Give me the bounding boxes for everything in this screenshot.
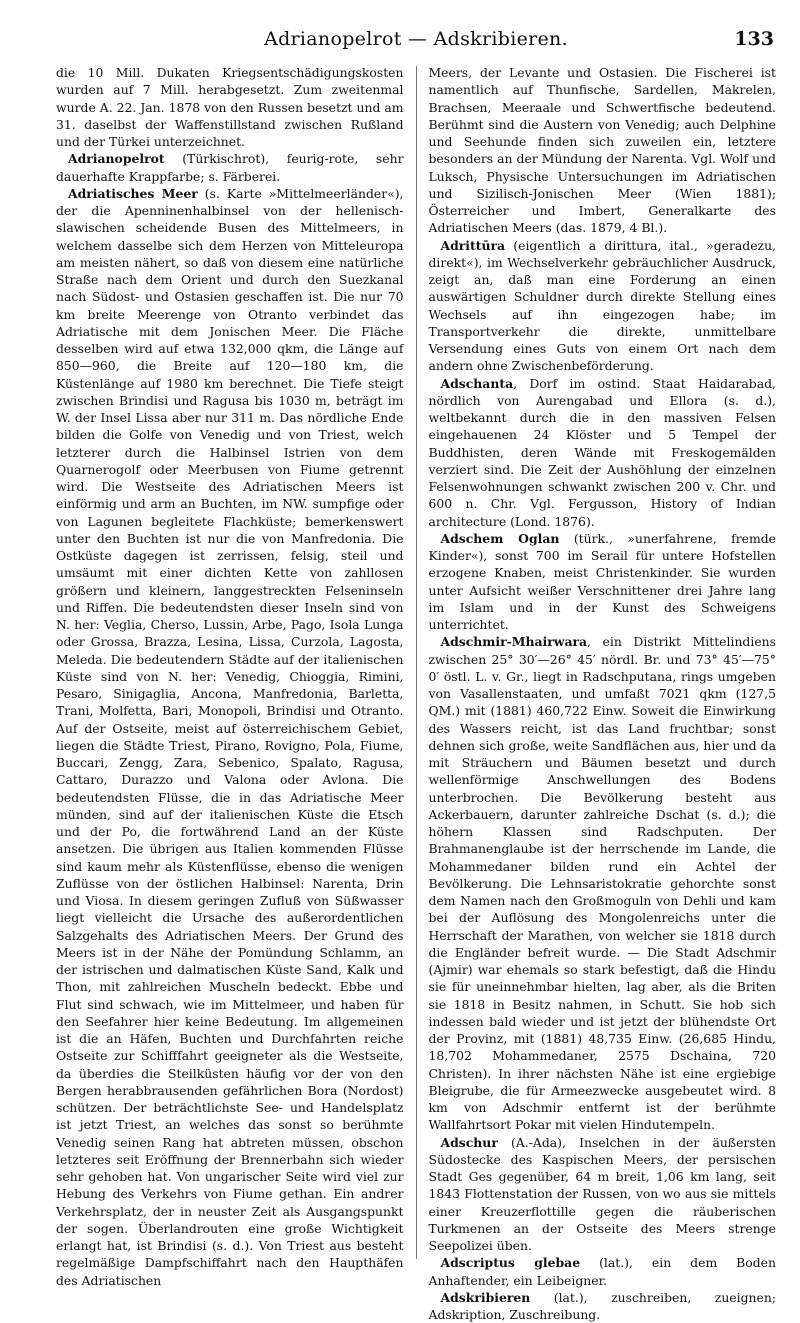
entry-term: Adrittūra xyxy=(440,237,506,253)
entry-text: (lat.), ein dem Boden Anhaftender, ein Leibeigner. xyxy=(428,1255,776,1288)
entry-adschmir-mhairwara xyxy=(429,633,777,1133)
entry-adskribieren xyxy=(429,1289,777,1323)
entry-text: (eigentlich a dirittura, ital., »geradezu, direkt«), im Wechselverkehr gebräuchlicher Ausdruck, zeigt an, daß man eine Forderung an einen auswärtigen Schuldner durch direkte Stellung eines Wechsels auf ihn eingezogen habe; im Transportverkehr die direkte, unmittelbare Versendung eines Guts von einem Ort nach dem andern ohne Zwischenbeförderung. xyxy=(428,237,776,374)
entry-term: Adskribieren xyxy=(440,1289,531,1305)
entry-text: (A.-Ada), Inselchen in der äußersten Südostecke des Kaspischen Meers, der persischen Stadt Ges gegenüber, 64 m breit, 1,06 km lang, seit 1843 Flottenstation der Russen, von wo aus sie mittels einer Kreuzerflottille gegen die räuberischen Turkmenen an der Ostseite des Meers strenge Seepolizei üben. xyxy=(428,1134,776,1253)
entry-term: Adschanta xyxy=(440,375,514,391)
text-columns xyxy=(56,64,776,1322)
entry-text: die 10 Mill. Dukaten Kriegsentschädigungskosten wurden auf 7 Mill. herabgesetzt. Zum zweitenmal wurde A. 22. Jan. 1878 von den Russen besetzt und am 31. daselbst der Waffenstillstand zwischen Rußland und der Türkei unterzeichnet. xyxy=(56,65,404,149)
entry-adschem-oglan xyxy=(429,530,777,634)
entry-adriatisches-meer xyxy=(56,185,404,1289)
entry-term: Adschem Oglan xyxy=(440,530,560,546)
entry-text: (lat.), zuschreiben, zueignen; Adskription, Zuschreibung. xyxy=(428,1289,776,1322)
entry-adschur xyxy=(429,1134,777,1255)
left-column xyxy=(56,64,404,1288)
entry-adscriptus-glebae xyxy=(429,1254,777,1289)
entry-term: Adscriptus glebae xyxy=(440,1255,581,1271)
entry-term: Adriatisches Meer xyxy=(68,185,198,201)
page-number: 133 xyxy=(734,28,774,50)
entry-text: (türk., »unerfahrene, fremde Kinder«), sonst 700 im Serail für untere Hofstellen erzogene Knaben, meist Christenkinder. Sie wurden unter Aufsicht weißer Verschnittener drei Jahre lang im Islam und in der Kunst des Schweigens unterrichtet. xyxy=(428,530,776,632)
entry-adrittura xyxy=(429,237,777,375)
running-head: Adrianopelrot — Adskribieren. xyxy=(264,28,568,50)
entry-term: Adschur xyxy=(440,1134,498,1150)
right-column xyxy=(428,64,777,1322)
entry-adriatisches-meer-continued xyxy=(429,64,777,237)
page-header xyxy=(56,28,776,52)
entry-adrianopel-continued xyxy=(56,64,404,150)
entry-term: Adschmir-Mhairwara xyxy=(440,634,588,650)
entry-text: , ein Distrikt Mittelindiens zwischen 25° 30′—26° 45′ nördl. Br. und 73° 45′—75° 0′ östl. L. v. Gr., liegt in Radschputana, rings umgeben von Vasallenstaaten, und umfaßt 7021 qkm (127,5 QM.) mit (1881) 460,722 Einw. Soweit die Einwirkung des Wassers reicht, ist das Land fruchtbar; sonst dehnen sich große, weite Sandflächen aus, hier und da mit Sträuchern und Bäumen besetzt und durch wellenförmige Anschwellungen des Bodens unterbrochen. Die Bevölkerung besteht aus Ackerbauern, darunter zahlreiche Dschat (s. d.); die höhern Klassen sind Radschputen. Der Brahmanenglaube ist der herrschende im Lande, die Mohammedaner bilden rund ein Achtel der Bevölkerung. Die Lehnsaristokratie gehorchte sonst dem Namen nach den Großmoguln von Dehli und kam bei der Auflösung des Mongolenreichs unter die Herrschaft der Marathen, von welcher sie 1818 durch die Engländer befreit wurde. — Die Stadt Adschmir (Ajmir) war ehemals so stark befestigt, daß die Hindu sie für uneinnehmbar hielten, lag aber, als die Briten sie 1818 in Besitz nahmen, in Schutt. Sie hob sich indessen bald wieder und ist jetzt der blühendste Ort der Provinz, mit (1881) 48,735 Einw. (26,685 Hindu, 18,702 Mohammedaner, 2575 Dschaina, 720 Christen). In ihrer nächsten Nähe ist eine ergiebige Bleigrube, die für Armeezwecke ausgebeutet wird. 8 km von Adschmir entfernt ist der berühmte Wallfahrtsort Pokar mit vielen Hindutempeln. xyxy=(428,634,776,1133)
entry-adrianopelrot xyxy=(56,150,404,185)
column-divider xyxy=(416,66,417,1259)
entry-text: Meers, der Levante und Ostasien. Die Fischerei ist namentlich auf Thunfische, Sardellen, Makrelen, Brachsen, Meeraale und Schwertfische bedeutend. Berühmt sind die Austern von Venedig; auch Delphine und Seehunde finden sich zuweilen ein, letztere besonders an der Mündung der Narenta. Vgl. Wolf und Luksch, Physische Untersuchungen im Adriatischen und Sizilisch-Jonischen Meer (Wien 1881); Österreicher und Imbert, Generalkarte des Adriatischen Meers (das. 1879, 4 Bl.). xyxy=(428,65,776,236)
entry-text: , Dorf im ostind. Staat Haidarabad, nördlich von Aurengabad und Ellora (s. d.), weltbekannt durch die in den massiven Felsen eingehauenen 24 Klöster und 5 Tempel der Buddhisten, deren Wände mit Freskogemälden verziert sind. Die Zeit der Aushöhlung der einzelnen Felsenwohnungen schwankt zwischen 200 v. Chr. und 600 n. Chr. Vgl. Fergusson, History of Indian architecture (Lond. 1876). xyxy=(428,375,776,529)
entry-text: (s. Karte »Mittelmeerländer«), der die Apenninenhalbinsel von der hellenisch-slawischen scheidende Busen des Mittelmeers, in welchem dasselbe sich dem Herzen von Mitteleuropa am meisten nähert, so daß von diesem eine natürliche Straße nach dem Orient und durch den Suezkanal nach Südost- und Ostasien geschaffen ist. Die nur 70 km breite Meerenge von Otranto verbindet das Adriatische mit dem Jonischen Meer. Die Fläche desselben wird auf etwa 132,000 qkm, die Länge auf 850—960, die Breite auf 120—180 km, die Küstenlänge auf 1980 km berechnet. Die Tiefe steigt zwischen Brindisi und Ragusa bis 1030 m, beträgt im W. der Insel Lissa aber nur 311 m. Das nördliche Ende bilden die Golfe von Venedig und von Triest, welch letzterer durch die Halbinsel Istrien von dem Quarnerogolf oder Meerbusen von Fiume getrennt wird. Die Westseite des Adriatischen Meers ist einförmig und arm an Buchten, im NW. sumpfige oder von Lagunen begleitete Flachküste; bemerkenswert unter den Buchten ist nur die von Manfredonia. Die Ostküste dagegen ist zerrissen, felsig, steil und umsäumt mit einer dichten Kette von zahllosen größern und kleinern, langgestreckten Felseninseln und Riffen. Die bedeutendsten dieser Inseln sind von N. her: Veglia, Cherso, Lussin, Arbe, Pago, Isola Lunga oder Grossa, Brazza, Lesina, Lissa, Curzola, Lagosta, Meleda. Die bedeutendern Städte auf der italienischen Küste sind von N. her: Venedig, Chioggia, Rimini, Pesaro, Sinigaglia, Ancona, Manfredonia, Barletta, Trani, Molfetta, Bari, Monopoli, Brindisi und Otranto. Auf der Ostseite, meist auf österreichischem Gebiet, liegen die Städte Triest, Pirano, Rovigno, Pola, Fiume, Buccari, Zengg, Zara, Sebenico, Spalato, Ragusa, Cattaro, Durazzo und Valona oder Avlona. Die bedeutendsten Flüsse, die in das Adriatische Meer münden, sind auf der italienischen Küste die Etsch und der Po, die fortwährend Land an der Küste ansetzen. Die übrigen aus Italien kommenden Flüsse sind kaum mehr als Küstenflüsse, ebenso die wenigen Zuflüsse von der östlichen Halbinsel: Narenta, Drin und Viosa. In diesem geringen Zufluß von Süßwasser liegt vielleicht die Ursache des außerordentlichen Salzgehalts des Adriatischen Meers. Der Grund des Meers ist in der Nähe der Pomündung Schlamm, an der istrischen und dalmatischen Küste Sand, Kalk und Thon, mit zahlreichen Muscheln bedeckt. Ebbe und Flut sind schwach, wie im Mittelmeer, und haben für den Seefahrer hier keine Bedeutung. Im allgemeinen ist die an Häfen, Buchten und Durchfahrten reiche Ostseite zur Schifffahrt geeigneter als die Westseite, da überdies die Steilküsten häufig vor der von den Bergen herabbrausenden gefährlichen Bora (Nordost) schützen. Der beträchtlichste See- und Handelsplatz ist jetzt Triest, an welches das sonst so berühmte Venedig seinen Rang hat abtreten müssen, obschon letzteres seit Eröffnung der Brennerbahn sich wieder sehr gehoben hat. Von ungarischer Seite wird viel zur Hebung des Verkehrs von Fiume gethan. Ein andrer Verkehrsplatz, der in neuster Zeit als Ausgangspunkt der sogen. Überlandrouten eine große Wichtigkeit erlangt hat, ist Brindisi (s. d.). Von Triest aus besteht regelmäßige Dampfschiffahrt nach den Haupthäfen des Adriatischen xyxy=(56,185,404,1288)
entry-term: Adrianopelrot xyxy=(68,151,165,167)
entry-adschanta xyxy=(429,375,777,530)
entry-text: (Türkischrot), feurig-rote, sehr dauerhafte Krappfarbe; s. Färberei. xyxy=(56,151,404,184)
